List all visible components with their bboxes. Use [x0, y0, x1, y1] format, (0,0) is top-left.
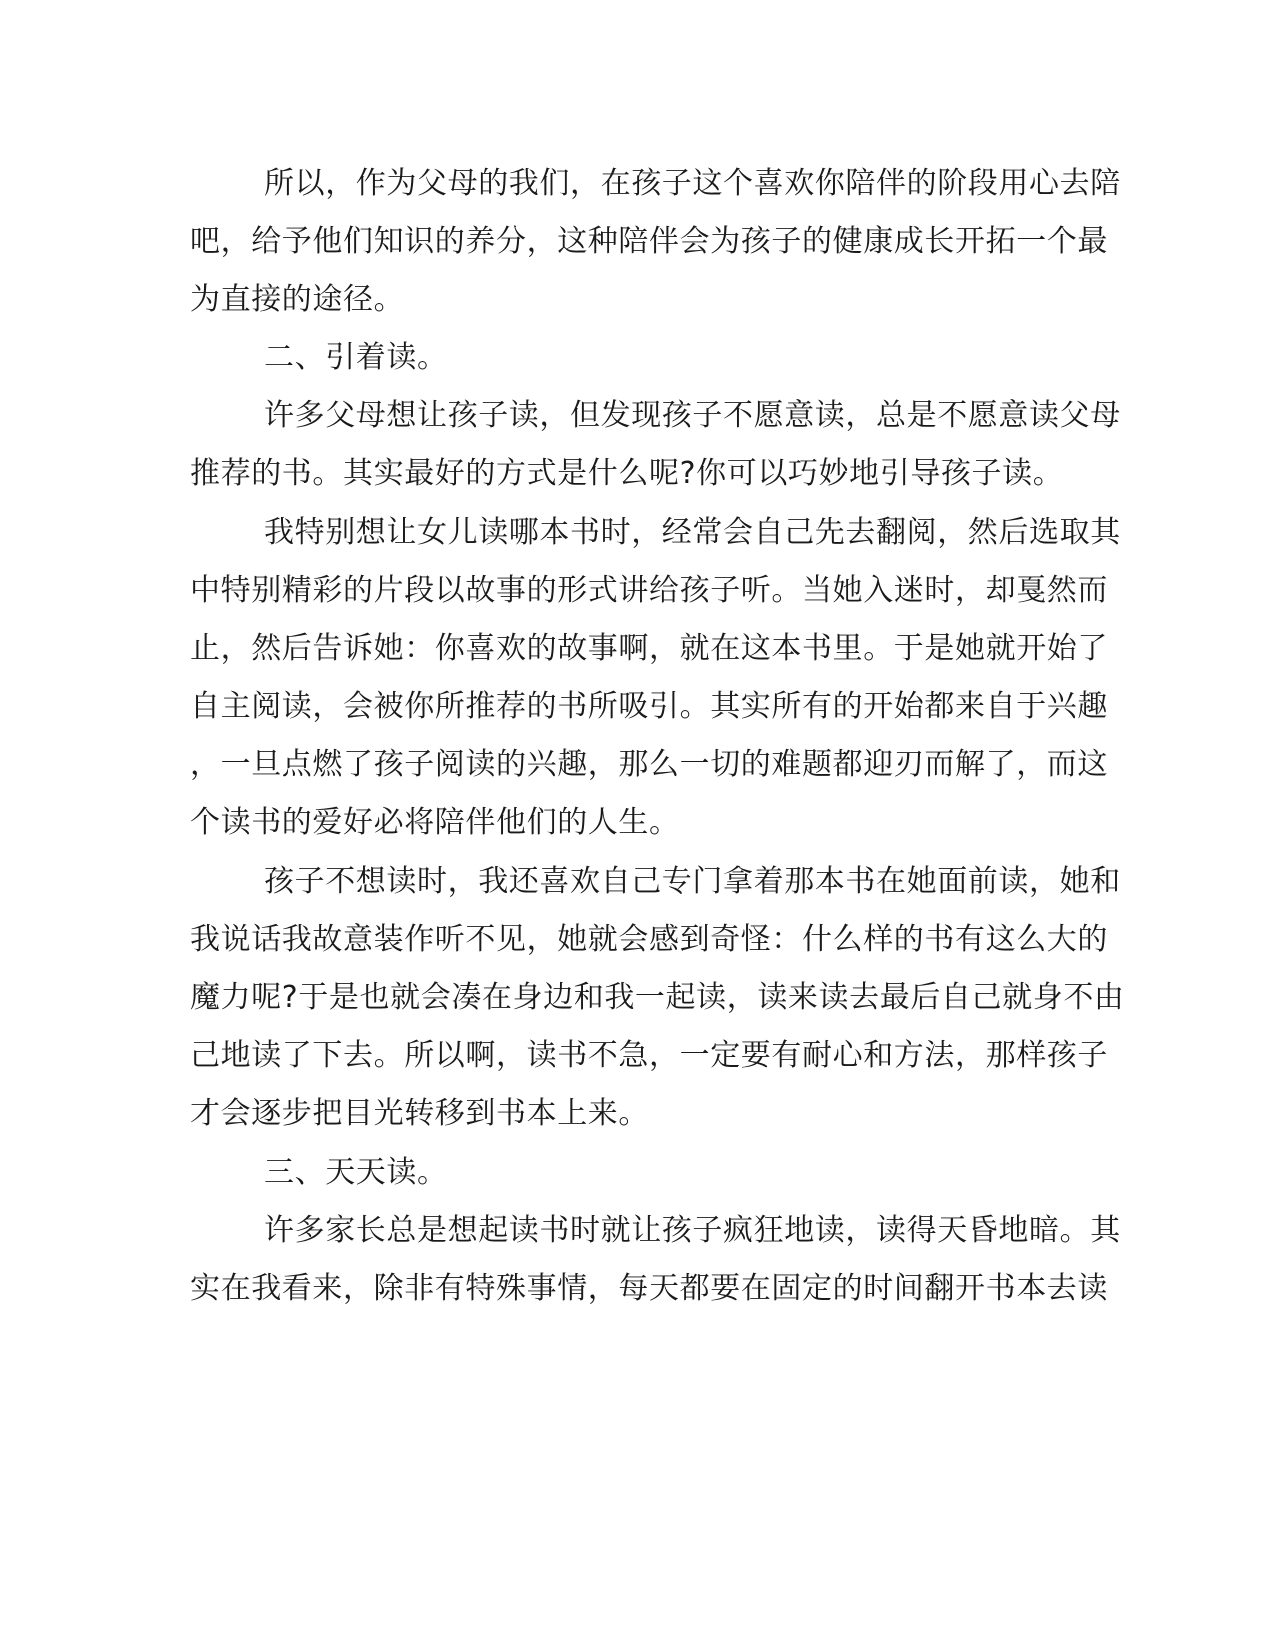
- paragraph-line: 许多父母想让孩子读，但发现孩子不愿意读，总是不愿意读父母: [264, 398, 1121, 433]
- paragraph-line: 自主阅读，会被你所推荐的书所吸引。其实所有的开始都来自于兴趣: [190, 689, 1108, 724]
- paragraph-line: 中特别精彩的片段以故事的形式讲给孩子听。当她入迷时，却戛然而: [190, 573, 1108, 608]
- paragraph-line: 所以，作为父母的我们，在孩子这个喜欢你陪伴的阶段用心去陪: [264, 166, 1121, 201]
- section-heading: 三、天天读。: [264, 1155, 448, 1190]
- paragraph-line: 推荐的书。其实最好的方式是什么呢?你可以巧妙地引导孩子读。: [190, 456, 1064, 491]
- paragraph-line: 才会逐步把目光转移到书本上来。: [190, 1096, 649, 1131]
- paragraph-line: 止，然后告诉她：你喜欢的故事啊，就在这本书里。于是她就开始了: [190, 631, 1108, 666]
- paragraph-line: 己地读了下去。所以啊，读书不急，一定要有耐心和方法，那样孩子: [190, 1038, 1108, 1073]
- paragraph-line: 实在我看来，除非有特殊事情，每天都要在固定的时间翻开书本去读: [190, 1271, 1108, 1306]
- paragraph-line: 孩子不想读时，我还喜欢自己专门拿着那本书在她面前读，她和: [264, 864, 1121, 899]
- paragraph-line: 许多家长总是想起读书时就让孩子疯狂地读，读得天昏地暗。其: [264, 1213, 1121, 1248]
- paragraph-line: ，一旦点燃了孩子阅读的兴趣，那么一切的难题都迎刃而解了，而这: [190, 747, 1108, 782]
- paragraph-line: 魔力呢?于是也就会凑在身边和我一起读，读来读去最后自己就身不由: [190, 980, 1125, 1015]
- section-heading: 二、引着读。: [264, 340, 448, 375]
- paragraph-line: 为直接的途径。: [190, 282, 405, 317]
- paragraph-line: 个读书的爱好必将陪伴他们的人生。: [190, 805, 680, 840]
- paragraph-line: 我说话我故意装作听不见，她就会感到奇怪：什么样的书有这么大的: [190, 922, 1108, 957]
- paragraph-line: 吧，给予他们知识的养分，这种陪伴会为孩子的健康成长开拓一个最: [190, 224, 1108, 259]
- paragraph-line: 我特别想让女儿读哪本书时，经常会自己先去翻阅，然后选取其: [264, 515, 1121, 550]
